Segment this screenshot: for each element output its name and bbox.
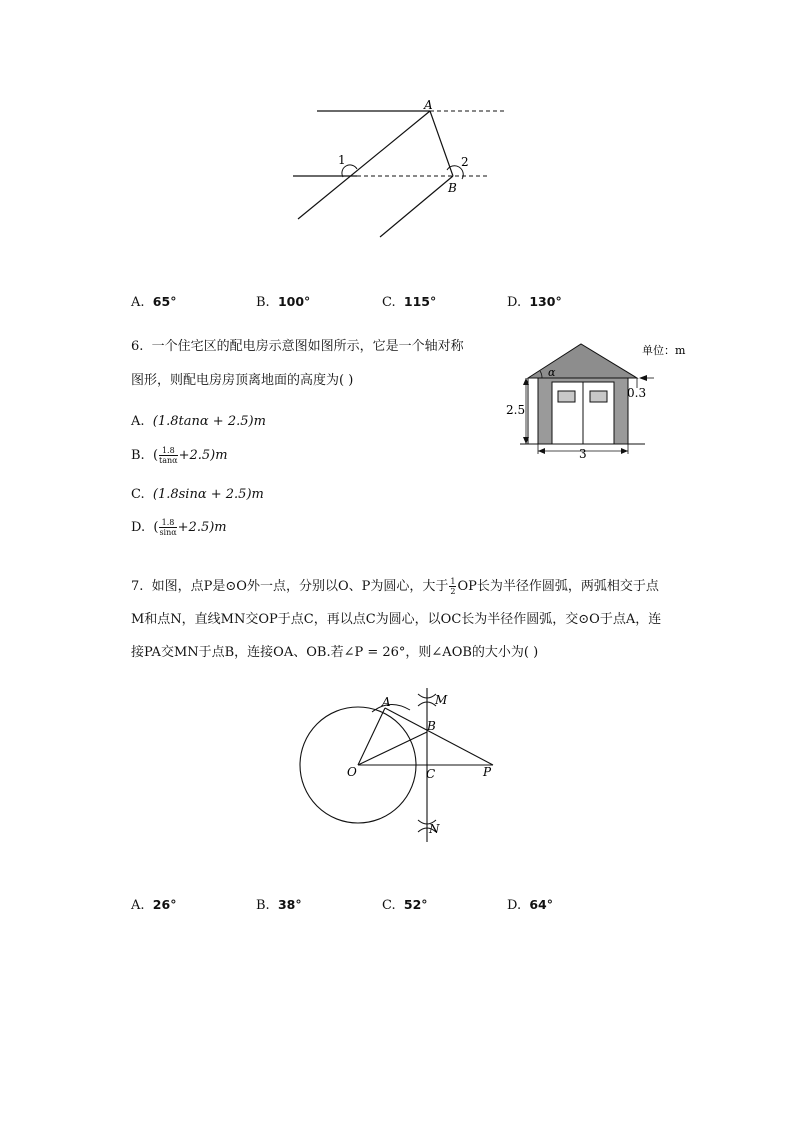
label-N: N <box>429 822 440 836</box>
eave-dimension: 0.3 <box>627 386 647 400</box>
q7-option-d[interactable]: D. 64° <box>507 897 554 913</box>
q6-line1: 6. 一个住宅区的配电房示意图如图所示，它是一个轴对称 <box>131 339 464 354</box>
height-dimension: 2.5 <box>506 403 526 417</box>
width-dimension: 3 <box>579 447 587 461</box>
q7-line1: 7. 如图，点P是⊙O外一点，分别以O、P为圆心，大于 $\frac{1}{2}$ OP长为半径作圆弧，两弧相交于点 <box>131 577 659 596</box>
q5-option-c[interactable]: C. 115° <box>382 294 437 310</box>
parallel-lines-figure <box>285 95 515 245</box>
q6-option-b[interactable]: B. ( $\frac{1.8}{\tan\alpha}$ +2.5)m <box>131 446 228 465</box>
label-A: A <box>424 98 433 112</box>
q7-stem <box>131 570 711 669</box>
unit-label: 单位：m <box>642 344 686 357</box>
label-B: B <box>427 719 436 733</box>
power-room-figure <box>500 336 700 466</box>
circle-construction-figure <box>290 680 510 845</box>
q7-option-b[interactable]: B. 38° <box>256 897 302 913</box>
q7-option-c[interactable]: C. 52° <box>382 897 428 913</box>
label-A: A <box>382 695 391 709</box>
label-1: 1 <box>338 153 346 167</box>
q5-option-b[interactable]: B. 100° <box>256 294 311 310</box>
fraction: $\frac{1.8}{\tan\alpha}$ <box>159 446 178 465</box>
fraction: $\frac{1.8}{\sin\alpha}$ <box>159 518 177 537</box>
q6-line2: 图形，则配电房房顶离地面的高度为( ) <box>131 373 354 388</box>
half-fraction: $\frac{1}{2}$ <box>450 577 456 596</box>
q7-option-a[interactable]: A. 26° <box>131 897 177 913</box>
q6-option-a[interactable]: A. (1.8tanα + 2.5)m <box>131 414 266 429</box>
q6-option-c[interactable]: C. (1.8sinα + 2.5)m <box>131 487 264 502</box>
q5-option-d[interactable]: D. 130° <box>507 294 562 310</box>
label-P: P <box>483 765 492 779</box>
label-M: M <box>435 693 448 707</box>
q7-line3: 接PA交MN于点B，连接OA、OB.若∠P = 26°，则∠AOB的大小为( ) <box>131 645 539 660</box>
q7-line2: M和点N，直线MN交OP于点C，再以点C为圆心，以OC长为半径作圆弧，交⊙O于点A，连 <box>131 612 662 627</box>
label-2: 2 <box>461 155 469 169</box>
label-C: C <box>426 767 436 781</box>
angle-alpha-label: α <box>548 366 556 379</box>
q6-stem <box>131 330 501 398</box>
label-B: B <box>448 181 457 195</box>
q6-option-d[interactable]: D. ( $\frac{1.8}{\sin\alpha}$ +2.5)m <box>131 518 227 537</box>
label-O: O <box>347 765 357 779</box>
q5-option-a[interactable]: A. 65° <box>131 294 177 310</box>
